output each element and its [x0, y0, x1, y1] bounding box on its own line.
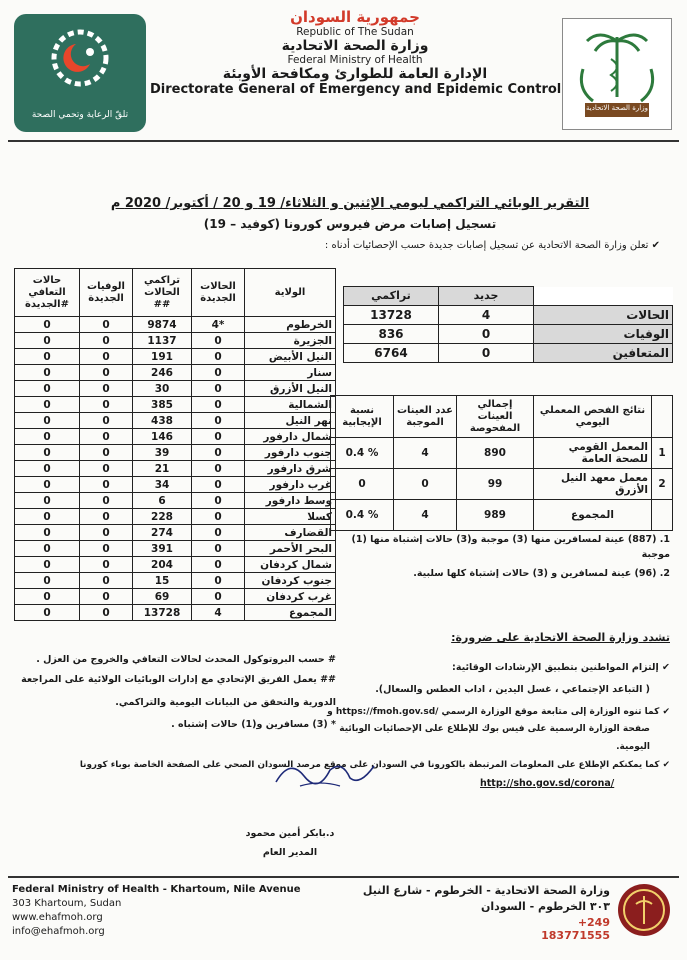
cell-recovered: 0 [15, 333, 80, 349]
cell-recovered: 0 [15, 317, 80, 333]
cell-cumulative: 34 [133, 477, 192, 493]
cell-state: سنار [245, 365, 336, 381]
col-deaths: الوفيات الجديدة [80, 269, 133, 317]
intro-line [300, 240, 660, 251]
report-title: التقرير الوبائي التراكمي ليومي الإثنين و الثلاثاء/ 19 و 20 / أكتوبر/ 2020 م [110, 196, 590, 211]
footer-en-address-2: 303 Khartoum, Sudan [12, 898, 122, 909]
cell-new: 0 [192, 573, 245, 589]
table-row [15, 493, 336, 509]
table-row [15, 541, 336, 557]
cell-state: النيل الأزرق [245, 381, 336, 397]
cell-deaths: 0 [80, 349, 133, 365]
cell-new: 4* [192, 317, 245, 333]
cell-cumulative: 385 [133, 397, 192, 413]
cell-recovered: 0 [15, 445, 80, 461]
cell-recovered: 0 [15, 589, 80, 605]
advice-text-1: إلتزام المواطنين بتطبيق الإرشادات الوقائية: [452, 662, 659, 673]
cell-state: غرب دارفور [245, 477, 336, 493]
cell-new: 0 [192, 429, 245, 445]
lab-cell-num: 2 [652, 469, 673, 500]
table-row [344, 306, 673, 325]
footer-divider [8, 876, 679, 878]
footer-en-address-1: Federal Ministry of Health - Khartoum, Nile Avenue [12, 884, 301, 895]
table-row [331, 469, 673, 500]
emergency-logo [14, 14, 146, 132]
summary-col-label [534, 287, 673, 306]
summary-cell-new: 4 [439, 306, 534, 325]
lab-col-lab: نتائج الفحص المعملي اليومي [534, 396, 652, 438]
cell-cumulative: 9874 [133, 317, 192, 333]
cell-state: النيل الأبيض [245, 349, 336, 365]
ministry-logo [562, 18, 672, 130]
logo-left-caption: تلقّ الرعاية وتحمي الصحة [31, 110, 129, 120]
cell-state: شمال كردفان [245, 557, 336, 573]
cell-state: الخرطوم [245, 317, 336, 333]
cell-cumulative: 391 [133, 541, 192, 557]
states-footnote-3: الدورية والتحقق من البيانات اليومية والتراكمي. [115, 697, 336, 708]
lab-cell-rate: 0.4 % [331, 438, 394, 469]
summary-cell-label: المتعافين [534, 344, 673, 363]
advice-text-3: كما يمكنكم الإطلاع على المعلومات المرتبطة بالكورونا في السودان على موقع مرصد السودان الصحي على الصفحة الخاصة بوباء كورونا [79, 760, 660, 770]
lab-cell-rate: 0.4 % [331, 500, 394, 531]
states-footnote-2: ## يعمل الفريق الإتحادي مع إدارات الوبائيات الولائية على المراجعة [21, 674, 336, 685]
report-subtitle: تسجيل إصابات مرض فيروس كورونا (كوفيد – 19) [203, 217, 497, 231]
cell-new: 0 [192, 397, 245, 413]
table-row [15, 413, 336, 429]
cell-new: 0 [192, 381, 245, 397]
cell-deaths: 0 [80, 445, 133, 461]
summary-cell-total: 6764 [344, 344, 439, 363]
cell-new: 0 [192, 461, 245, 477]
footer-ar-address-1: وزارة الصحة الاتحادية - الخرطوم - شارع النيل [362, 884, 610, 897]
cell-state: المجموع [245, 605, 336, 621]
col-state: الولاية [245, 269, 336, 317]
cell-deaths: 0 [80, 397, 133, 413]
footer-email[interactable]: info@ehafmoh.org [12, 926, 105, 937]
cell-cumulative: 228 [133, 509, 192, 525]
col-new: الحالات الجديدة [192, 269, 245, 317]
lab-cell-rate: 0 [331, 469, 394, 500]
lab-cell-name: المعمل القومي للصحة العامة [534, 438, 652, 469]
cell-cumulative: 191 [133, 349, 192, 365]
table-row [344, 344, 673, 363]
advice-item-2: ✔ كما تنوه الوزارة إلى متابعة موقع الوزارة الرسمي /https://fmoh.gov.sd و [327, 707, 670, 717]
cell-recovered: 0 [15, 397, 80, 413]
states-table [14, 268, 336, 621]
cell-cumulative: 6 [133, 493, 192, 509]
summary-cell-new: 0 [439, 344, 534, 363]
col-cumulative: تراكمي الحالات ## [133, 269, 192, 317]
cell-state: غرب كردفان [245, 589, 336, 605]
header-divider [8, 140, 679, 142]
cell-deaths: 0 [80, 493, 133, 509]
lab-cell-tested: 99 [457, 469, 534, 500]
lab-cell-positive: 4 [394, 438, 457, 469]
cell-state: شرق دارفور [245, 461, 336, 477]
cell-deaths: 0 [80, 541, 133, 557]
cell-deaths: 0 [80, 589, 133, 605]
signatory-name: د.بابكر أمين محمود [245, 828, 335, 839]
crescent-star-icon [14, 14, 146, 104]
cell-cumulative: 204 [133, 557, 192, 573]
cell-cumulative: 39 [133, 445, 192, 461]
cell-new: 0 [192, 477, 245, 493]
cell-deaths: 0 [80, 461, 133, 477]
cell-deaths: 0 [80, 477, 133, 493]
table-row [344, 325, 673, 344]
cell-recovered: 0 [15, 477, 80, 493]
footer-ar-address-2: ٣٠٣ الخرطوم - السودان [481, 900, 610, 913]
lab-cell-tested: 989 [457, 500, 534, 531]
cell-cumulative: 69 [133, 589, 192, 605]
advice-item-3: ✔ كما يمكنكم الإطلاع على المعلومات المرتبطة بالكورونا في السودان على موقع مرصد السودان الصحي على الصفحة الخاصة بوباء كورونا [79, 760, 670, 770]
lab-note-1: 1. (887) عينة لمسافرين منها (3) موجبة و(3) حالات إشتباة منها (1) موجبة [351, 534, 670, 560]
summary-cell-new: 0 [439, 325, 534, 344]
lab-col-num [652, 396, 673, 438]
cell-new: 0 [192, 349, 245, 365]
cell-deaths: 0 [80, 557, 133, 573]
advice-item-1: ✔ إلتزام المواطنين بتطبيق الإرشادات الوقائية: [452, 662, 670, 673]
cell-state: شمال دارفور [245, 429, 336, 445]
table-row [15, 365, 336, 381]
summary-col-total: تراكمي [344, 287, 439, 306]
cell-deaths: 0 [80, 365, 133, 381]
cell-deaths: 0 [80, 333, 133, 349]
lab-cell-positive: 0 [394, 469, 457, 500]
lab-col-tested: إجمالي العينات المفحوصة [457, 396, 534, 438]
check-icon: ✔ [648, 240, 660, 251]
signatory-title: المدير العام [262, 847, 318, 858]
cell-deaths: 0 [80, 525, 133, 541]
directorate-en: Directorate General of Emergency and Epidemic Control [150, 82, 562, 97]
lab-cell-name: المجموع [534, 500, 652, 531]
col-recovered: حالات التعافي الجديدة# [15, 269, 80, 317]
cell-recovered: 0 [15, 525, 80, 541]
cell-new: 0 [192, 333, 245, 349]
table-row [331, 500, 673, 531]
cell-state: نهر النيل [245, 413, 336, 429]
cell-new: 0 [192, 525, 245, 541]
lab-cell-num [652, 500, 673, 531]
cell-deaths: 0 [80, 317, 133, 333]
signature-scribble [270, 752, 380, 792]
table-row [15, 461, 336, 477]
cell-recovered: 0 [15, 429, 80, 445]
intro-text: تعلن وزارة الصحة الاتحادية عن تسجيل إصابات جديدة حسب الإحصائيات أدناه : [324, 240, 649, 251]
table-row [15, 573, 336, 589]
table-row [15, 349, 336, 365]
cell-cumulative: 15 [133, 573, 192, 589]
table-row [331, 438, 673, 469]
cell-new: 0 [192, 493, 245, 509]
advice-item-2c: اليومية. [616, 742, 650, 752]
summary-cell-total: 836 [344, 325, 439, 344]
table-row [15, 333, 336, 349]
cell-cumulative: 146 [133, 429, 192, 445]
cell-cumulative: 1137 [133, 333, 192, 349]
cell-recovered: 0 [15, 413, 80, 429]
lab-cell-name: معمل معهد النيل الأزرق [534, 469, 652, 500]
footer-website[interactable]: www.ehafmoh.org [12, 912, 103, 923]
table-row [15, 509, 336, 525]
summary-table [343, 286, 673, 363]
sho-link[interactable]: http://sho.gov.sd/corona/ [480, 778, 615, 789]
lab-cell-num: 1 [652, 438, 673, 469]
table-row [15, 605, 336, 621]
cell-new: 0 [192, 509, 245, 525]
table-row [15, 429, 336, 445]
advice-item-2b: صفحة الوزارة الرسمية على فيس بوك للإطلاع على الإحصائيات الوبائية [339, 724, 650, 734]
cell-state: وسط دارفور [245, 493, 336, 509]
cell-state: جنوب دارفور [245, 445, 336, 461]
cell-cumulative: 438 [133, 413, 192, 429]
table-row [15, 317, 336, 333]
republic-ar: جمهورية السودان [290, 8, 420, 26]
cell-new: 0 [192, 589, 245, 605]
cell-cumulative: 30 [133, 381, 192, 397]
table-row [15, 525, 336, 541]
summary-cell-label: الوفيات [534, 325, 673, 344]
lab-table [330, 395, 673, 531]
cell-recovered: 0 [15, 365, 80, 381]
cell-recovered: 0 [15, 349, 80, 365]
states-footnote-1: # حسب البروتوكول المحدث لحالات التعافي والخروج من العزل . [36, 654, 336, 665]
footer-logo [618, 884, 670, 936]
cell-recovered: 0 [15, 541, 80, 557]
lab-col-positive: عدد العينات الموجبة [394, 396, 457, 438]
cell-state: الجزيرة [245, 333, 336, 349]
cell-recovered: 0 [15, 573, 80, 589]
palm-emblem-icon [563, 19, 671, 111]
cell-recovered: 0 [15, 381, 80, 397]
cell-state: جنوب كردفان [245, 573, 336, 589]
cell-cumulative: 21 [133, 461, 192, 477]
lab-note-2: 2. (96) عينة لمسافرين و (3) حالات إشتباة كلها سلبية. [413, 568, 670, 579]
lab-cell-tested: 890 [457, 438, 534, 469]
advice-heading: تشدد وزارة الصحة الاتحادية على ضرورة: [451, 631, 670, 644]
ministry-seal-icon [618, 884, 670, 936]
table-row [15, 477, 336, 493]
cell-new: 0 [192, 445, 245, 461]
cell-deaths: 0 [80, 573, 133, 589]
cell-deaths: 0 [80, 413, 133, 429]
cell-recovered: 0 [15, 509, 80, 525]
cell-cumulative: 13728 [133, 605, 192, 621]
footer-phone: +249 183771555 [541, 916, 610, 942]
cell-state: الشمالية [245, 397, 336, 413]
cell-new: 0 [192, 413, 245, 429]
ministry-ar: وزارة الصحة الاتحادية [281, 38, 429, 54]
cell-state: كسلا [245, 509, 336, 525]
cell-new: 4 [192, 605, 245, 621]
table-row [15, 557, 336, 573]
summary-cell-total: 13728 [344, 306, 439, 325]
advice-text-2: كما تنوه الوزارة إلى متابعة موقع الوزارة الرسمي /https://fmoh.gov.sd و [327, 707, 660, 717]
logo-right-caption: وزارة الصحة الاتحادية [586, 104, 648, 112]
table-row [15, 381, 336, 397]
cell-deaths: 0 [80, 509, 133, 525]
republic-en: Republic of The Sudan [296, 26, 414, 38]
cell-recovered: 0 [15, 461, 80, 477]
ministry-en: Federal Ministry of Health [287, 54, 423, 66]
table-row [15, 445, 336, 461]
cell-cumulative: 274 [133, 525, 192, 541]
cell-new: 0 [192, 541, 245, 557]
lab-col-rate: نسبة الإيجابية [331, 396, 394, 438]
cell-new: 0 [192, 365, 245, 381]
cell-deaths: 0 [80, 381, 133, 397]
summary-cell-label: الحالات [534, 306, 673, 325]
cell-new: 0 [192, 557, 245, 573]
cell-deaths: 0 [80, 429, 133, 445]
cell-deaths: 0 [80, 605, 133, 621]
directorate-ar: الإدارة العامة للطوارئ ومكافحة الأوبئة [222, 66, 488, 82]
table-row [15, 397, 336, 413]
table-row [15, 589, 336, 605]
cell-cumulative: 246 [133, 365, 192, 381]
cell-recovered: 0 [15, 605, 80, 621]
cell-recovered: 0 [15, 493, 80, 509]
cell-state: البحر الأحمر [245, 541, 336, 557]
advice-item-1b: ( التباعد الإجتماعي ، غسل اليدين ، اداب العطس والسعال). [375, 684, 650, 695]
states-footnote-4: * (3) مسافرين و(1) حالات إشتباه . [171, 719, 336, 730]
cell-state: القضارف [245, 525, 336, 541]
summary-col-new: جديد [439, 287, 534, 306]
cell-recovered: 0 [15, 557, 80, 573]
lab-cell-positive: 4 [394, 500, 457, 531]
